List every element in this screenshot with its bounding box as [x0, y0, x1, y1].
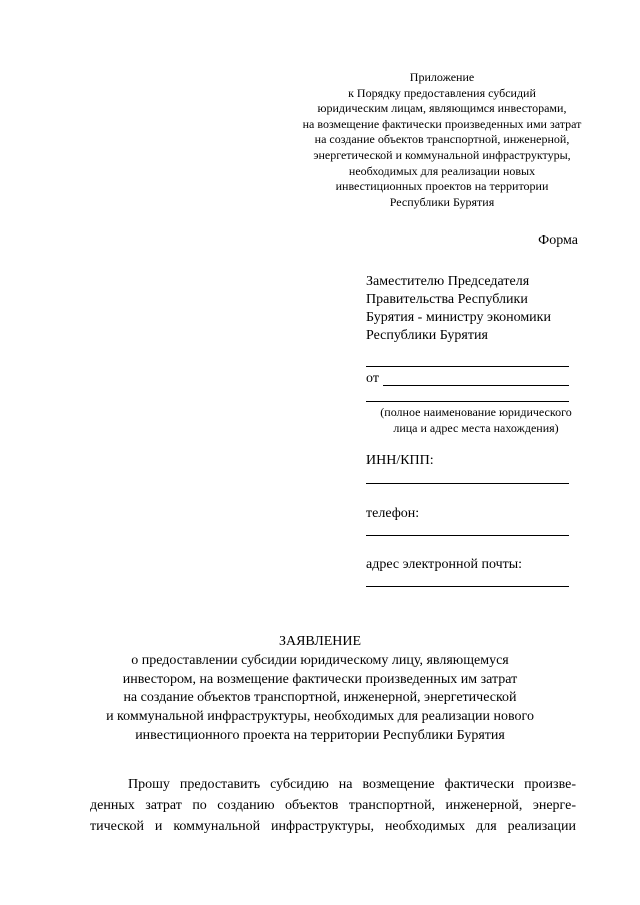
appendix-line: к Порядку предоставления субсидий	[348, 85, 536, 100]
email-label: адрес электронной почты:	[366, 557, 523, 572]
subtitle-line: о предоставлении субсидии юридическому лицу, являющемуся	[131, 653, 509, 668]
body-line: денных затрат по созданию объектов транспортной, инженерной, энерге-	[90, 798, 576, 813]
subtitle-line: инвестиционного проекта на территории Республики Бурятия	[135, 727, 505, 743]
statement-title: ЗАЯВЛЕНИЕ	[278, 634, 362, 649]
addressee-block	[366, 273, 606, 345]
statement-subtitle	[40, 652, 600, 746]
appendix-line: Республики Бурятия	[389, 194, 495, 209]
body-line: тической и коммунальной инфраструктуры, необходимых для реализации	[90, 819, 576, 834]
appendix-line: Приложение	[409, 70, 475, 84]
blank-line	[366, 366, 569, 367]
statement-body	[90, 774, 576, 837]
appendix-line: инвестиционных проектов на территории	[335, 179, 549, 194]
addressee-line: Заместителю Председателя	[366, 274, 530, 289]
addressee-line: Правительства Республики	[366, 292, 528, 307]
from-blank-line	[383, 385, 569, 386]
appendix-line: на создание объектов транспортной, инженерной,	[314, 132, 570, 147]
appendix-line: необходимых для реализации новых	[348, 163, 536, 178]
addressee-line: Бурятия - министру экономики	[366, 310, 551, 325]
from-label: от	[366, 371, 379, 386]
appendix-line: на возмещение фактически произведенных ими затрат	[302, 116, 582, 131]
body-line: Прошу предоставить субсидию на возмещение фактически произве-	[128, 777, 576, 792]
inn-kpp-label: ИНН/КПП:	[366, 453, 434, 468]
appendix-line: энергетической и коммунальной инфраструктуры,	[313, 147, 571, 162]
phone-blank-line	[366, 535, 569, 536]
subtitle-line: инвестором, на возмещение фактически произведенных им затрат	[122, 671, 518, 687]
email-blank-line	[366, 586, 569, 587]
phone-label: телефон:	[366, 506, 420, 521]
subtitle-line: и коммунальной инфраструктуры, необходимых для реализации нового	[106, 709, 534, 725]
from-hint	[360, 404, 592, 436]
addressee-line: Республики Бурятия	[366, 328, 488, 343]
appendix-header	[282, 70, 602, 210]
from-blank-line-2	[366, 401, 569, 402]
inn-kpp-blank-line	[366, 483, 569, 484]
form-label: Форма	[538, 233, 578, 248]
hint-line: (полное наименование юридического	[380, 405, 572, 419]
hint-line: лица и адрес места нахождения)	[393, 421, 559, 435]
appendix-line: юридическим лицам, являющимся инвесторами,	[317, 101, 567, 116]
subtitle-line: на создание объектов транспортной, инженерной, энергетической	[123, 690, 517, 706]
